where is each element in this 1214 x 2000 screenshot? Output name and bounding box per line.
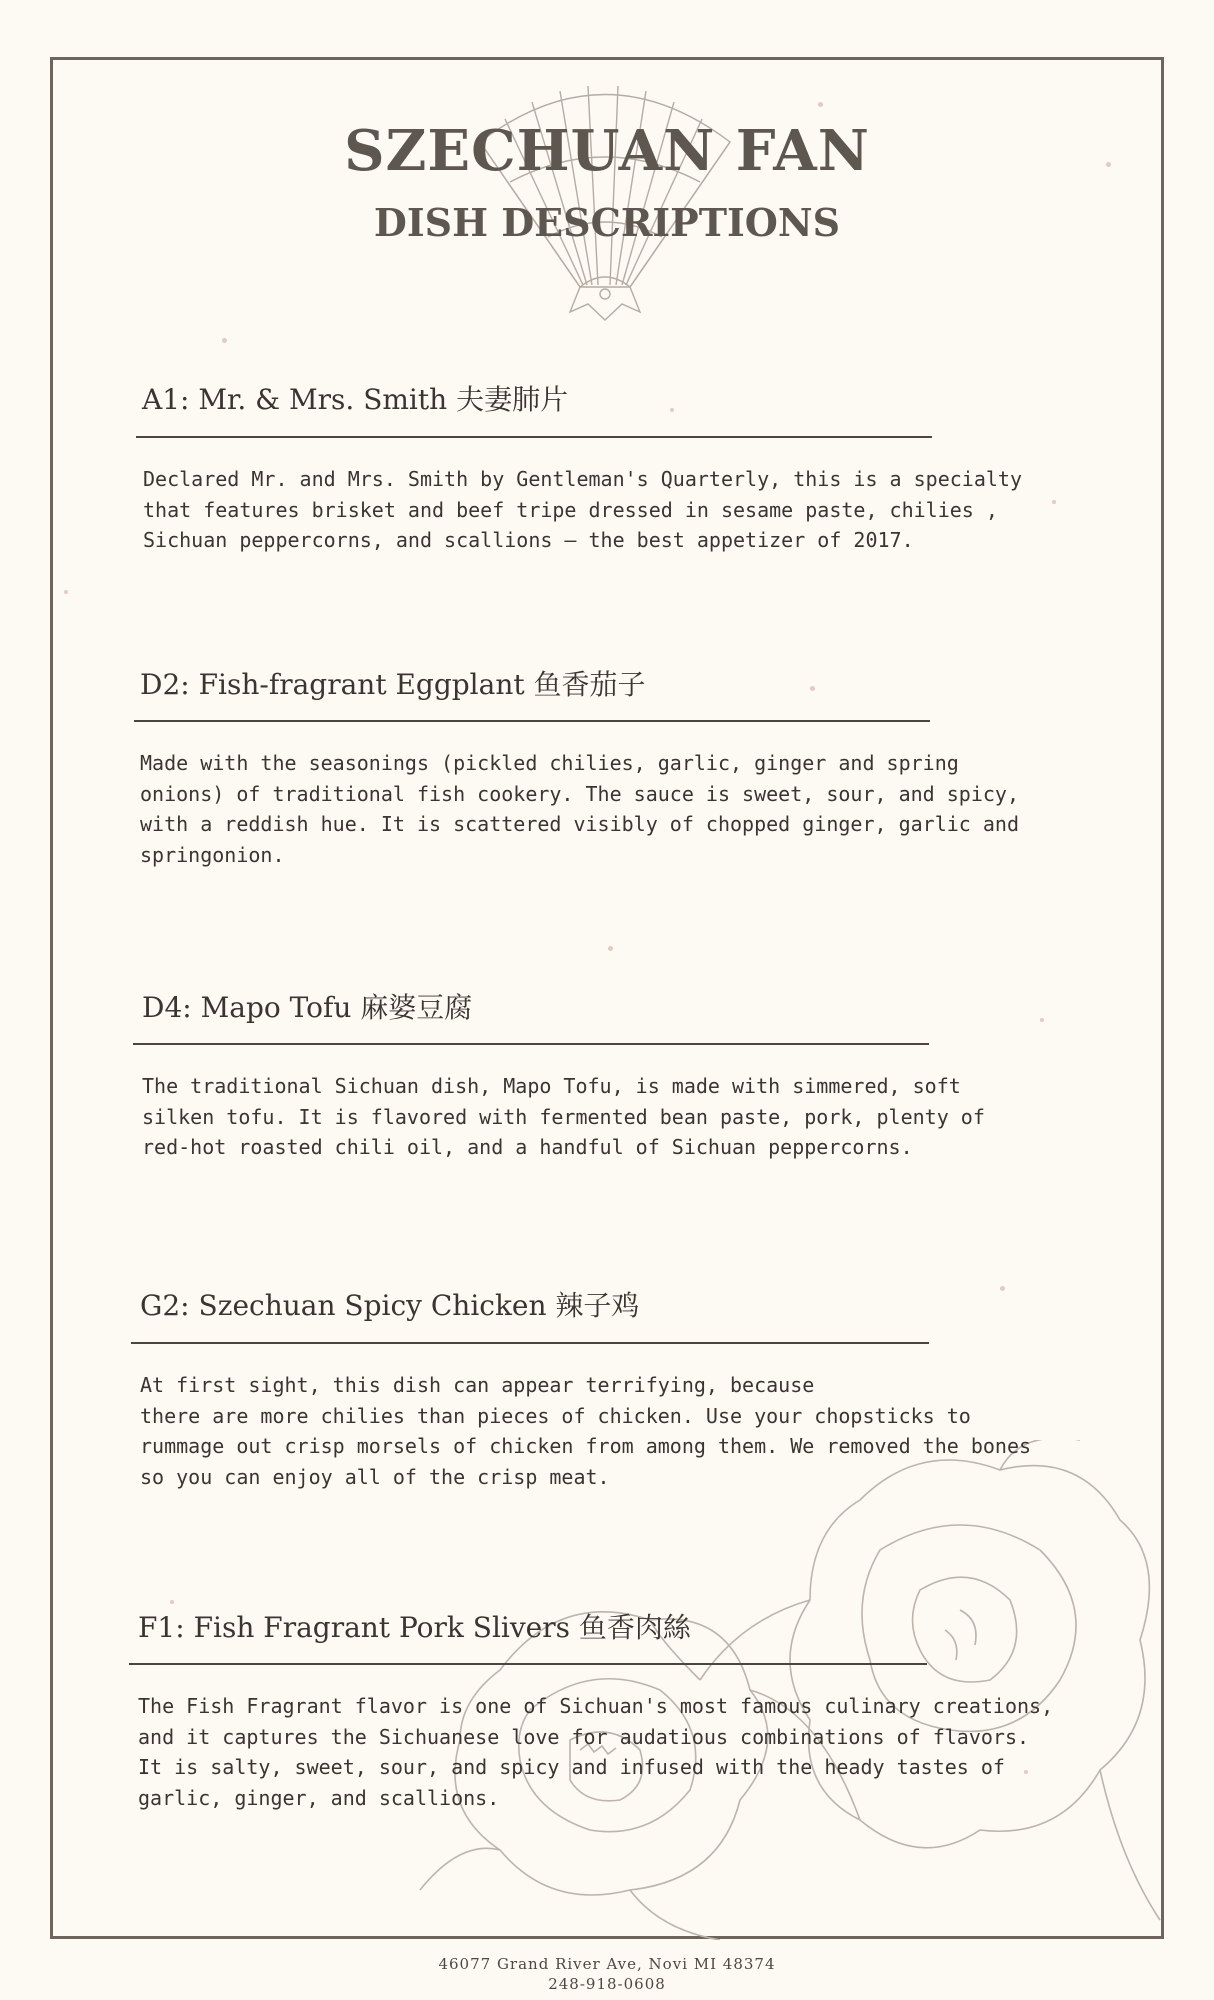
paper-speck xyxy=(1052,500,1056,504)
paper-speck xyxy=(810,686,815,691)
dish-description: The traditional Sichuan dish, Mapo Tofu, is made with simmered, soft silken tofu. It is flavored with fermented bean paste, pork, plenty of red-hot roasted chili oil, and a handful of Sichuan peppercorns. xyxy=(142,1074,985,1159)
dish-title: F1: Fish Fragrant Pork Slivers 鱼香肉絲 xyxy=(138,1611,691,1644)
dish-title: G2: Szechuan Spicy Chicken 辣子鸡 xyxy=(140,1289,640,1322)
paper-speck xyxy=(64,590,68,594)
footer-phone: 248-918-0608 xyxy=(548,1975,666,1993)
paper-speck xyxy=(1040,1018,1044,1022)
paper-speck xyxy=(608,946,613,951)
dish-title: A1: Mr. & Mrs. Smith 夫妻肺片 xyxy=(142,383,569,416)
paper-speck xyxy=(1000,1286,1005,1291)
paper-speck xyxy=(222,338,227,343)
dish-divider xyxy=(133,1043,929,1045)
dish-divider xyxy=(131,1342,929,1344)
peony-flowers-illustration xyxy=(400,1440,1166,1940)
paper-speck xyxy=(670,408,674,412)
paper-speck xyxy=(818,102,823,107)
dish-title: D4: Mapo Tofu 麻婆豆腐 xyxy=(142,991,473,1024)
dish-divider xyxy=(134,720,930,722)
footer-address: 46077 Grand River Ave, Novi MI 48374 xyxy=(438,1955,776,1973)
restaurant-title: SZECHUAN FAN xyxy=(344,118,870,184)
dish-description: At first sight, this dish can appear terrifying, because there are more chilies than pieces of chicken. Use your chopsticks to rummage out crisp morsels of chicken from among them. We removed the bones so you can enjoy all of the crisp meat. xyxy=(140,1373,1032,1489)
dish-description: The Fish Fragrant flavor is one of Sichuan's most famous culinary creations, and it captures the Sichuanese love for audatious combinations of flavors. It is salty, sweet, sour, and spicy and infused with the heady tastes of garlic, ginger, and scallions. xyxy=(138,1694,1054,1810)
dish-description: Made with the seasonings (pickled chilies, garlic, ginger and spring onions) of traditional fish cookery. The sauce is sweet, sour, and spicy, with a reddish hue. It is scattered visibly of chopped ginger, garlic and springonion. xyxy=(140,751,1019,867)
dish-title: D2: Fish-fragrant Eggplant 鱼香茄子 xyxy=(140,668,646,701)
page-subtitle: DISH DESCRIPTIONS xyxy=(373,200,841,245)
dish-divider xyxy=(129,1663,927,1665)
dish-description: Declared Mr. and Mrs. Smith by Gentleman's Quarterly, this is a specialty that features brisket and beef tripe dressed in sesame paste, chilies , Sichuan peppercorns, and scallions — the best appetizer of 2017. xyxy=(143,467,1022,552)
dish-divider xyxy=(136,436,932,438)
paper-speck xyxy=(170,1600,174,1604)
